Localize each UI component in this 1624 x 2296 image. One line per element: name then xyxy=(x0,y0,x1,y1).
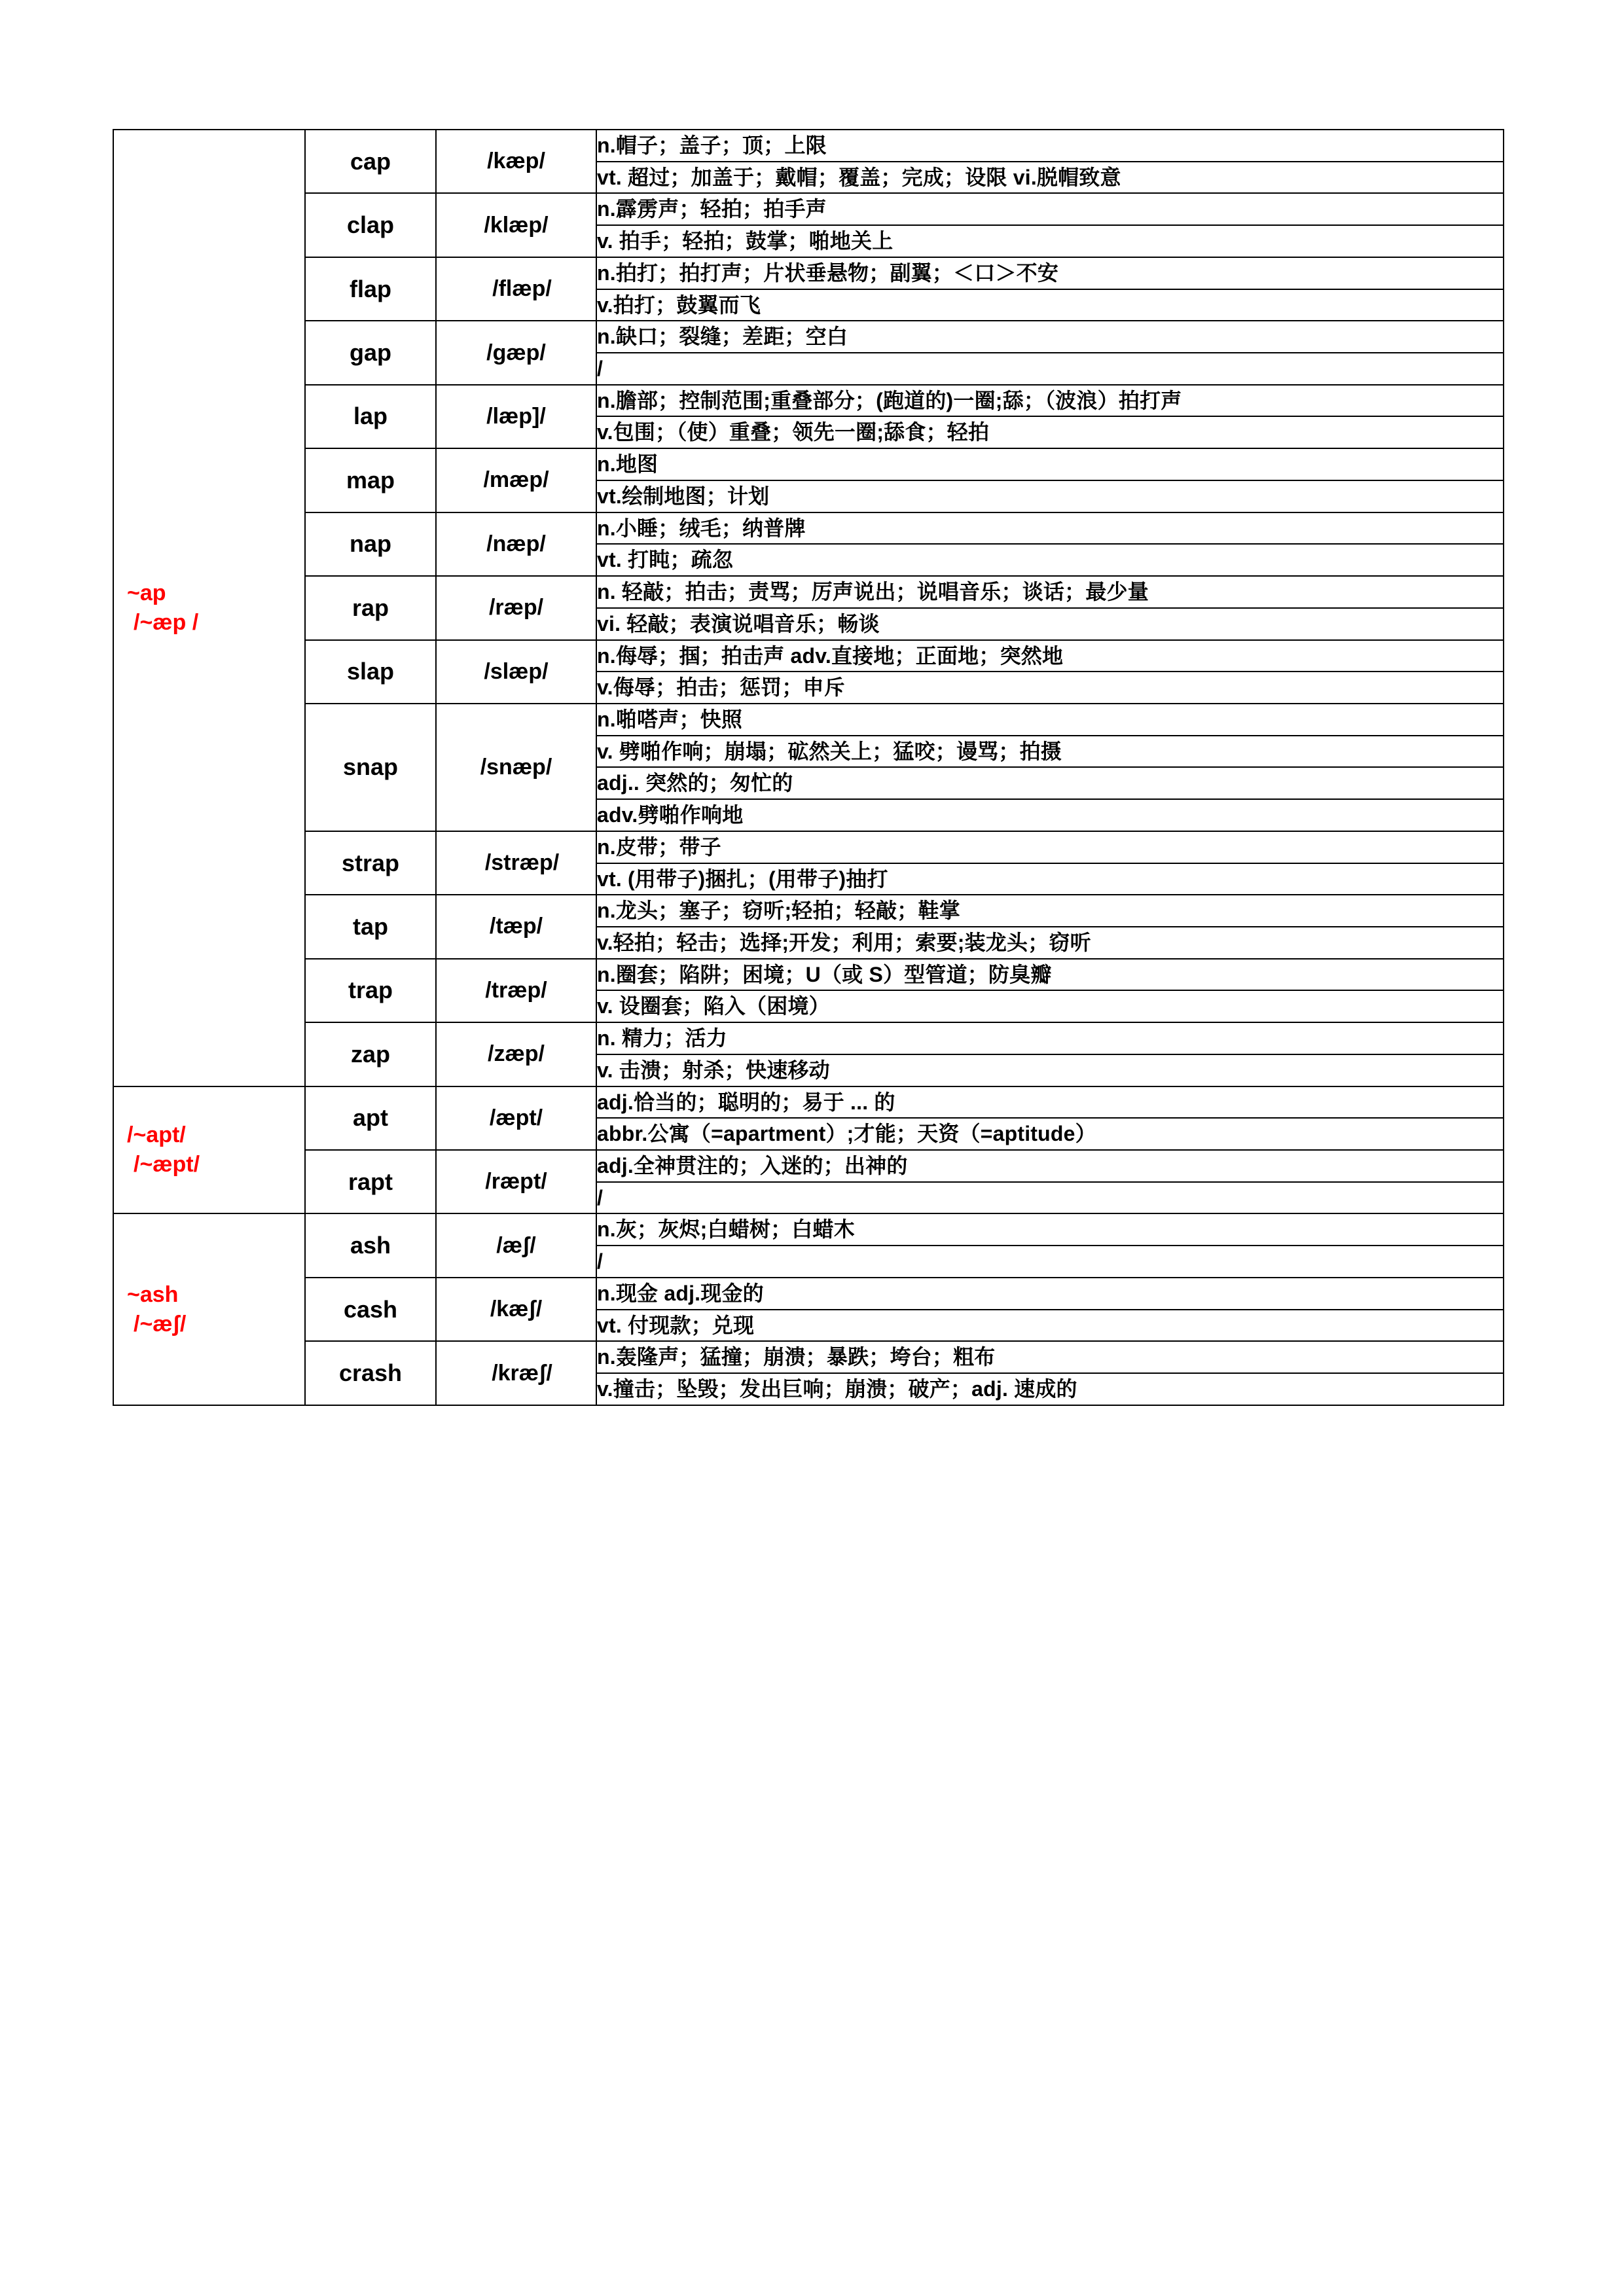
phonetic-cell: /æʃ/ xyxy=(436,1213,596,1277)
word-cell: trap xyxy=(305,959,436,1022)
meaning-cell: n.侮辱；掴；拍击声 adv.直接地；正面地；突然地 xyxy=(596,640,1504,672)
table-row xyxy=(113,512,1504,545)
word-cell: cash xyxy=(305,1278,436,1341)
table-row xyxy=(113,193,1504,225)
rhyme-label-phonetic: /~æpt/ xyxy=(134,1152,200,1177)
table-row xyxy=(113,1022,1504,1054)
word-cell: slap xyxy=(305,640,436,704)
meaning-cell: v. 设圈套；陷入（困境） xyxy=(596,990,1504,1022)
meaning-cell: / xyxy=(596,1246,1504,1278)
word-cell: rap xyxy=(305,576,436,639)
rhyme-label-primary: ~ash xyxy=(127,1282,179,1307)
word-cell: tap xyxy=(305,895,436,958)
meaning-cell: adj.全神贯注的；入迷的；出神的 xyxy=(596,1150,1504,1182)
meaning-cell: n.啪嗒声；快照 xyxy=(596,704,1504,736)
meaning-cell: vt. 超过；加盖于；戴帽；覆盖；完成；设限 vi.脱帽致意 xyxy=(596,162,1504,194)
table-row xyxy=(113,385,1504,417)
phonetic-cell: /snæp/ xyxy=(436,704,596,831)
meaning-cell: n.拍打；拍打声；片状垂悬物；副翼；＜口＞不安 xyxy=(596,257,1504,289)
meaning-cell: vt. 打盹；疏忽 xyxy=(596,544,1504,576)
rhyme-group-cell xyxy=(113,1086,305,1214)
meaning-cell: adj.. 突然的；匆忙的 xyxy=(596,767,1504,799)
phonetic-cell: /ɡæp/ xyxy=(436,321,596,384)
meaning-cell: n.龙头；塞子；窃听;轻拍；轻敲；鞋掌 xyxy=(596,895,1504,927)
meaning-cell: v.侮辱；拍击；惩罚；申斥 xyxy=(596,672,1504,704)
table-row xyxy=(113,704,1504,736)
word-cell: lap xyxy=(305,385,436,448)
phonetic-cell: /kæp/ xyxy=(436,130,596,193)
phonetic-cell: /træp/ xyxy=(436,959,596,1022)
word-cell: crash xyxy=(305,1341,436,1405)
table-row xyxy=(113,640,1504,672)
phonetic-cell: /kæʃ/ xyxy=(436,1278,596,1341)
rhyme-group-cell xyxy=(113,130,305,1086)
meaning-cell: n.小睡；绒毛；纳普牌 xyxy=(596,512,1504,545)
word-cell: snap xyxy=(305,704,436,831)
table-row xyxy=(113,1278,1504,1310)
word-cell: strap xyxy=(305,831,436,895)
table-row xyxy=(113,1213,1504,1246)
word-cell: nap xyxy=(305,512,436,576)
word-cell: rapt xyxy=(305,1150,436,1213)
meaning-cell: n.灰；灰烬;白蜡树；白蜡木 xyxy=(596,1213,1504,1246)
meaning-cell: v.包围；（使）重叠；领先一圈;舔食；轻拍 xyxy=(596,416,1504,448)
meaning-cell: vi. 轻敲；表演说唱音乐；畅谈 xyxy=(596,608,1504,640)
table-row xyxy=(113,831,1504,863)
meaning-cell: n.轰隆声；猛撞；崩溃；暴跌；垮台；粗布 xyxy=(596,1341,1504,1373)
phonetic-cell: /slæp/ xyxy=(436,640,596,704)
table-row xyxy=(113,576,1504,608)
word-cell: gap xyxy=(305,321,436,384)
word-cell: apt xyxy=(305,1086,436,1150)
phonetic-cell: /stræp/ xyxy=(436,831,596,895)
phonetic-cell: /læp]/ xyxy=(436,385,596,448)
meaning-cell: vt.绘制地图；计划 xyxy=(596,480,1504,512)
table-row xyxy=(113,130,1504,162)
rhyme-group-cell xyxy=(113,1213,305,1405)
phonetic-cell: /ræpt/ xyxy=(436,1150,596,1213)
word-cell: flap xyxy=(305,257,436,321)
meaning-cell: abbr.公寓（=apartment）;才能；天资（=aptitude） xyxy=(596,1118,1504,1150)
meaning-cell: adj.恰当的；聪明的；易于 ... 的 xyxy=(596,1086,1504,1119)
meaning-cell: vt. 付现款；兑现 xyxy=(596,1310,1504,1342)
meaning-cell: / xyxy=(596,1182,1504,1214)
phonetic-cell: /kræʃ/ xyxy=(436,1341,596,1405)
word-cell: clap xyxy=(305,193,436,257)
meaning-cell: v. 劈啪作响；崩塌；砿然关上；猛咬；谩骂；拍摄 xyxy=(596,736,1504,768)
meaning-cell: n. 精力；活力 xyxy=(596,1022,1504,1054)
meaning-cell: n.缺口；裂缝；差距；空白 xyxy=(596,321,1504,353)
table-row xyxy=(113,959,1504,991)
word-cell: map xyxy=(305,448,436,512)
phonetic-cell: /zæp/ xyxy=(436,1022,596,1086)
meaning-cell: vt. (用带子)捆扎；(用带子)抽打 xyxy=(596,863,1504,895)
meaning-cell: v. 拍手；轻拍；鼓掌；啪地关上 xyxy=(596,225,1504,257)
table-row xyxy=(113,321,1504,353)
word-cell: cap xyxy=(305,130,436,193)
rhyme-label-primary: ~ap xyxy=(127,580,166,605)
table-row xyxy=(113,1086,1504,1119)
meaning-cell: n. 轻敲；拍击；责骂；厉声说出；说唱音乐；谈话；最少量 xyxy=(596,576,1504,608)
phonetic-cell: /klæp/ xyxy=(436,193,596,257)
meaning-cell: n.皮带；带子 xyxy=(596,831,1504,863)
table-body xyxy=(113,130,1504,1405)
meaning-cell: / xyxy=(596,353,1504,385)
table-row xyxy=(113,448,1504,480)
word-cell: zap xyxy=(305,1022,436,1086)
table-row xyxy=(113,1341,1504,1373)
meaning-cell: n.圈套；陷阱；困境；U（或 S）型管道；防臭瓣 xyxy=(596,959,1504,991)
vocabulary-table xyxy=(113,129,1504,1406)
phonetic-cell: /næp/ xyxy=(436,512,596,576)
meaning-cell: n.帽子；盖子；顶；上限 xyxy=(596,130,1504,162)
phonetic-cell: /tæp/ xyxy=(436,895,596,958)
phonetic-cell: /ræp/ xyxy=(436,576,596,639)
phonetic-cell: /æpt/ xyxy=(436,1086,596,1150)
rhyme-label-phonetic: /~æʃ/ xyxy=(134,1311,187,1336)
meaning-cell: adv.劈啪作响地 xyxy=(596,799,1504,831)
meaning-cell: n.现金 adj.现金的 xyxy=(596,1278,1504,1310)
table-row xyxy=(113,895,1504,927)
rhyme-label-phonetic: /~æp / xyxy=(134,609,199,635)
meaning-cell: v.轻拍；轻击；选择;开发；利用；索要;装龙头；窃听 xyxy=(596,927,1504,959)
meaning-cell: v.撞击；坠毁；发出巨响；崩溃；破产；adj. 速成的 xyxy=(596,1373,1504,1405)
phonetic-cell: /mæp/ xyxy=(436,448,596,512)
meaning-cell: n.地图 xyxy=(596,448,1504,480)
rhyme-label-primary: /~apt/ xyxy=(127,1122,186,1148)
meaning-cell: v. 击溃；射杀；快速移动 xyxy=(596,1054,1504,1086)
phonetic-cell: /flæp/ xyxy=(436,257,596,321)
word-cell: ash xyxy=(305,1213,436,1277)
table-row xyxy=(113,257,1504,289)
table-row xyxy=(113,1150,1504,1182)
meaning-cell: n.霹雳声；轻拍；拍手声 xyxy=(596,193,1504,225)
meaning-cell: n.膽部；控制范围;重叠部分；(跑道的)一圈;舔；（波浪）拍打声 xyxy=(596,385,1504,417)
meaning-cell: v.拍打；鼓翼而飞 xyxy=(596,289,1504,321)
